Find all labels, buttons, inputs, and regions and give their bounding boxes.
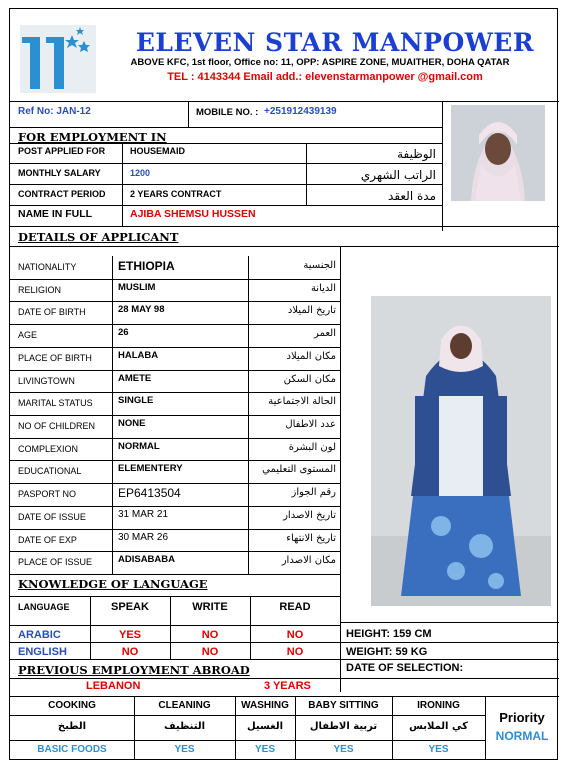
details-heading: DETAILS OF APPLICANT: [18, 230, 179, 244]
english-speak: NO: [121, 646, 139, 658]
detail-label-8: COMPLEXION: [18, 443, 79, 454]
salary-arabic: الراتب الشهري: [360, 168, 436, 182]
detail-label-3: AGE: [18, 330, 38, 341]
detail-value-1: MUSLIM: [118, 281, 156, 293]
arabic-read: NO: [286, 629, 304, 641]
detail-arabic-3: العمر: [314, 328, 336, 340]
cv-form: [9, 8, 558, 760]
detail-arabic-4: مكان الميلاد: [286, 350, 336, 362]
detail-label-9: EDUCATIONAL: [18, 466, 82, 477]
detail-label-2: DATE OF BIRTH: [18, 307, 86, 318]
detail-value-5: AMETE: [118, 372, 152, 384]
detail-arabic-9: المستوى التعليمي: [262, 464, 336, 476]
employment-rows: [10, 143, 442, 205]
priority-label: Priority: [499, 710, 545, 725]
previous-duration: 3 YEARS: [264, 680, 311, 692]
detail-arabic-0: الجنسية: [303, 260, 336, 271]
lang-row-english: ENGLISH: [18, 646, 67, 658]
company-logo: [20, 25, 96, 93]
skill-val-cleaning: YES: [174, 744, 195, 755]
detail-arabic-8: لون البشرة: [288, 441, 336, 453]
detail-label-6: MARITAL STATUS: [18, 398, 93, 409]
contract-arabic: مدة العقد: [388, 189, 436, 203]
detail-arabic-2: تاريخ الميلاد: [287, 305, 336, 317]
post-value: HOUSEMAID: [130, 146, 186, 156]
detail-arabic-5: مكان السكن: [283, 373, 336, 385]
skill-val-baby-sitting: YES: [333, 744, 354, 755]
detail-label-7: NO OF CHILDREN: [18, 421, 96, 431]
skill-col-ironing: IRONING: [417, 700, 460, 711]
arabic-speak: YES: [118, 629, 141, 641]
company-contact: TEL : 4143344 Email add.: elevenstarmanpower @gmail.com: [167, 71, 483, 83]
ref-number: Ref No: JAN-12: [18, 106, 91, 117]
skill-ar-washing: الغسيل: [246, 721, 283, 732]
detail-label-5: LIVINGTOWN: [18, 375, 75, 386]
detail-arabic-11: تاريخ الاصدار: [283, 509, 336, 521]
skill-ar-cooking: الطبخ: [57, 721, 87, 732]
mobile-label: MOBILE NO. :: [196, 107, 259, 118]
skill-val-ironing: YES: [428, 744, 449, 755]
salary-label: MONTHLY SALARY: [18, 168, 101, 178]
skill-col-cleaning: CLEANING: [158, 700, 211, 711]
detail-value-2: 28 MAY 98: [118, 304, 165, 316]
detail-label-11: DATE OF ISSUE: [18, 511, 86, 522]
post-label: POST APPLIED FOR: [18, 146, 106, 156]
post-arabic: الوظيفة: [397, 147, 436, 161]
details-table: [10, 256, 340, 574]
language-heading: KNOWLEDGE OF LANGUAGE: [18, 577, 208, 591]
detail-label-12: DATE OF EXP: [18, 534, 77, 545]
lang-col-language: LANGUAGE: [18, 602, 70, 612]
language-table: [10, 596, 340, 659]
detail-label-10: PASPORT NO: [18, 489, 77, 500]
company-address: ABOVE KFC, 1st floor, Office no: 11, OPP: ASPIRE ZONE, MUAITHER, DOHA QATAR: [130, 57, 510, 68]
lang-row-arabic: ARABIC: [18, 629, 61, 641]
detail-value-9: ELEMENTERY: [118, 463, 183, 475]
skill-val-washing: YES: [254, 744, 275, 755]
detail-value-13: ADISABABA: [118, 554, 175, 566]
previous-country: LEBANON: [86, 680, 141, 692]
detail-value-4: HALABA: [118, 349, 159, 361]
english-write: NO: [201, 646, 219, 658]
skill-ar-baby-sitting: تربية الاطفال: [309, 721, 378, 732]
detail-arabic-10: رقم الجواز: [291, 487, 336, 499]
skill-val-cooking: BASIC FOODS: [37, 744, 107, 755]
detail-value-8: NORMAL: [118, 440, 160, 452]
name-label: NAME IN FULL: [18, 208, 93, 220]
detail-value-7: NONE: [118, 418, 146, 429]
employment-heading: FOR EMPLOYMENT IN: [18, 130, 167, 144]
contract-value: 2 YEARS CONTRACT: [130, 189, 222, 199]
contract-label: CONTRACT PERIOD: [18, 189, 106, 199]
detail-value-10: EP6413504: [118, 486, 181, 501]
lang-col-read: READ: [279, 601, 311, 613]
detail-value-3: 26: [118, 327, 129, 339]
detail-arabic-6: الحالة الاجتماعية: [268, 396, 336, 408]
name-value: AJIBA SHEMSU HUSSEN: [130, 208, 256, 220]
detail-arabic-13: مكان الاصدار: [281, 555, 336, 567]
weight-value: WEIGHT: 59 KG: [346, 646, 428, 658]
lang-col-speak: SPEAK: [111, 601, 149, 613]
skill-col-washing: WASHING: [241, 700, 289, 711]
arabic-write: NO: [201, 629, 219, 641]
salary-value: 1200: [130, 168, 151, 178]
detail-label-0: NATIONALITY: [18, 262, 77, 272]
lang-col-write: WRITE: [192, 601, 228, 613]
detail-label-1: RELIGION: [18, 284, 62, 295]
company-title: ELEVEN STAR MANPOWER: [135, 28, 535, 57]
skill-ar-cleaning: التنظيف: [163, 721, 206, 732]
selection-date: DATE OF SELECTION:: [346, 662, 464, 674]
height-value: HEIGHT: 159 CM: [346, 628, 432, 640]
applicant-full-photo: [371, 296, 551, 606]
english-read: NO: [286, 646, 304, 658]
detail-value-11: 31 MAR 21: [118, 508, 169, 520]
detail-value-12: 30 MAR 26: [118, 531, 169, 543]
detail-arabic-1: الديانة: [310, 282, 336, 294]
detail-arabic-12: تاريخ الانتهاء: [286, 532, 336, 544]
skill-col-baby-sitting: BABY SITTING: [308, 700, 379, 711]
detail-arabic-7: عدد الاطفال: [285, 419, 336, 430]
applicant-headshot: [451, 105, 545, 201]
detail-value-0: ETHIOPIA: [118, 259, 175, 273]
detail-label-13: PLACE OF ISSUE: [18, 557, 93, 568]
mobile-value: +251912439139: [264, 106, 337, 117]
detail-value-6: SINGLE: [118, 395, 154, 407]
detail-label-4: PLACE OF BIRTH: [18, 352, 92, 363]
skill-ar-ironing: كي الملابس: [409, 721, 468, 732]
priority-value: NORMAL: [495, 729, 549, 743]
previous-heading: PREVIOUS EMPLOYMENT ABROAD: [18, 663, 250, 677]
skill-col-cooking: COOKING: [48, 700, 96, 711]
skills-table: [10, 696, 559, 761]
